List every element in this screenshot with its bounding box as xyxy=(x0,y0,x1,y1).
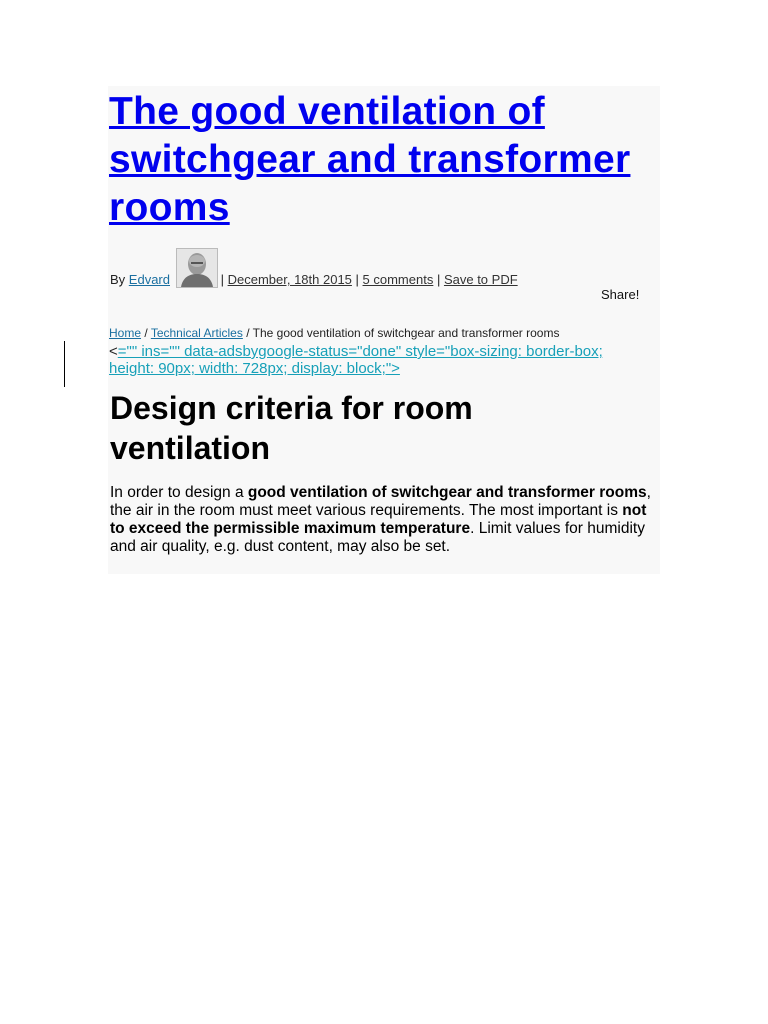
article-byline xyxy=(110,272,518,288)
paragraph-text: In order to design a xyxy=(110,484,248,501)
breadcrumb-separator: / xyxy=(242,326,253,340)
comments-link[interactable]: 5 comments xyxy=(362,272,434,287)
breadcrumb-technical-articles[interactable]: Technical Articles xyxy=(150,326,243,340)
article-title xyxy=(109,88,649,232)
byline-separator: | xyxy=(217,272,228,287)
ad-code-prefix: < xyxy=(109,343,118,360)
byline-separator: | xyxy=(433,272,444,287)
paragraph-bold-text: not to exceed the permissible maximum temperature xyxy=(110,502,647,537)
save-pdf-link[interactable]: Save to PDF xyxy=(443,272,518,287)
section-paragraph xyxy=(110,484,655,556)
breadcrumb-home[interactable]: Home xyxy=(109,326,142,340)
paragraph-text: . Limit values for humidity and air quality, e.g. dust content, may also be set. xyxy=(110,520,645,555)
paragraph-bold-text: good ventilation of switchgear and transformer rooms xyxy=(247,484,647,501)
text-cursor xyxy=(64,341,65,387)
ad-code-link[interactable]: ="" ins="" data-adsbygoogle-status="done" style="box-sizing: border-box; height: 90px; width: 728px; display: block;"> xyxy=(109,343,603,377)
section-heading: Design criteria for room ventilation xyxy=(110,390,473,466)
share-button[interactable]: Share! xyxy=(601,287,640,302)
paragraph-text: , the air in the room must meet various requirements. The most important is xyxy=(110,484,651,519)
breadcrumb xyxy=(109,326,559,341)
byline-by: By xyxy=(110,272,129,287)
ad-code-text xyxy=(109,343,649,377)
breadcrumb-current: The good ventilation of switchgear and transformer rooms xyxy=(252,326,560,340)
date-link[interactable]: December, 18th 2015 xyxy=(227,272,352,287)
article-title-link[interactable]: The good ventilation of switchgear and transformer rooms xyxy=(109,90,631,229)
author-link[interactable]: Edvard xyxy=(128,272,170,287)
byline-separator: | xyxy=(351,272,363,287)
breadcrumb-separator: / xyxy=(141,326,151,340)
